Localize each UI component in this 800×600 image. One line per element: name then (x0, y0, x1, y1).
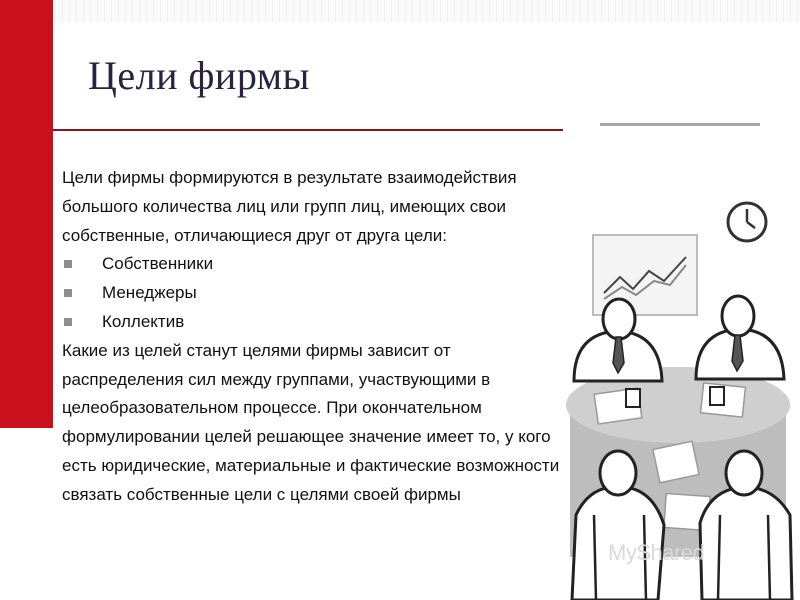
watermark: MyShared (608, 540, 705, 565)
top-decorative-band (0, 0, 800, 22)
square-bullet-icon (64, 318, 72, 326)
title-underline (53, 129, 563, 131)
bullet-list (62, 250, 562, 336)
clock-icon (728, 203, 766, 241)
side-rule (600, 123, 760, 126)
bullet-item (62, 308, 562, 337)
bullet-text: Менеджеры (102, 283, 197, 303)
bullet-text: Собственники (102, 254, 214, 274)
conclusion-paragraph: Какие из целей станут целями фирмы зависит от распределения сил между группами, участвующими в целеобразовательном процессе. При окончательном формулировании целей решающее значение имеет то, у кого есть юридические, материальные и фактические возможности связать собственные цели с целями своей фирмы (62, 340, 560, 504)
intro-paragraph: Цели фирмы формируются в результате взаимодействия большого количества лиц или групп лиц, имеющих свои собственные, отличающиеся друг от друга цели: (62, 168, 517, 245)
square-bullet-icon (64, 260, 72, 268)
slide-title: Цели фирмы (88, 53, 310, 98)
slide-body (62, 164, 562, 510)
bullet-text: Коллектив (102, 311, 185, 331)
bullet-item (62, 250, 562, 279)
bullet-item (62, 279, 562, 308)
red-accent-bar (0, 0, 53, 428)
square-bullet-icon (64, 289, 72, 297)
